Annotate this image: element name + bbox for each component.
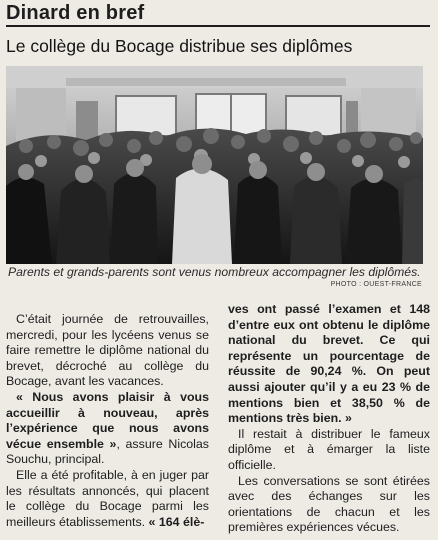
paragraph-intro: C’était journée de retrouvailles, mercredi, pour les lycéens venus se faire remettre le diplôme national du brevet, décroché au collège du Bocage, avant les vacances.: [6, 312, 209, 389]
photo-caption: Parents et grands-parents sont venus nombreux accompagner les diplômés.: [8, 265, 421, 279]
paragraph-quote-principal: [6, 390, 209, 468]
article-photo: [6, 66, 423, 264]
paragraph-conversations: Les conversations se sont étirées avec des échanges sur les orientations de chacun et les premières expériences vécues.: [228, 473, 430, 535]
article-column-left: [6, 312, 209, 530]
rubric-divider: [6, 25, 430, 27]
article-column-right: [228, 302, 430, 536]
paragraph-results: [6, 468, 209, 530]
results-quote-start: « 164 élè-: [148, 514, 205, 529]
results-intro: Elle a été profitable, à en juger par les résultats annoncés, qui placent le collège du Bocage parmi les meilleurs établissements.: [6, 467, 209, 529]
article-headline: Le collège du Bocage distribue ses diplômes: [6, 36, 353, 56]
principal-quote: « Nous avons plaisir à vous accueillir à nouveau, après l’expérience que nous avons vécue ensemble »: [6, 389, 209, 451]
principal-attribution: , assure Nicolas Souchu, principal.: [6, 436, 209, 467]
section-rubric: Dinard en bref: [6, 2, 145, 24]
paragraph-diploma: Il restait à distribuer le fameux diplôme et à émarger la liste officielle.: [228, 426, 430, 472]
photo-credit: PHOTO : OUEST-FRANCE: [330, 281, 422, 288]
paragraph-results-quote: [228, 302, 430, 427]
results-quote-end: ves ont passé l’examen et 148 d’entre eux ont obtenu le diplôme national du brevet. Ce qui représente un pourcentage de réussite de 90,24 %. On peut aussi ajouter qu’il y a eu 23 % de mentions bien et 38,50 % de mentions très bien. »: [228, 302, 430, 426]
